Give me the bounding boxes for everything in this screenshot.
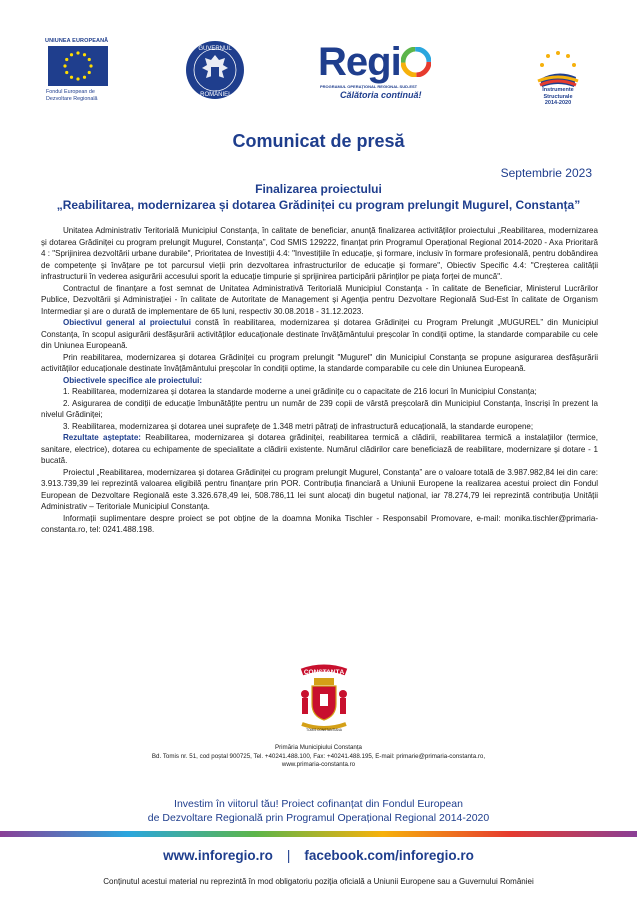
eu-star-icon (65, 71, 68, 74)
footer-org: Primăria Municipiului Constanța (274, 744, 362, 751)
eu-star-icon (63, 64, 66, 67)
objectives-heading: Obiectivele specifice ale proiectului: (63, 375, 203, 385)
eu-star-icon (76, 77, 79, 80)
paragraph-purpose: Prin reabilitarea, modernizarea și dotarea Grădiniței cu program prelungit "Mugurel" din Municipiul Constanța se propune asigurarea desfășurării activităților educaționale destinate învățământului preșcolar în condiții optime, la standarde comparabile cu cele din Uniunea Europeană. (41, 352, 598, 373)
inforegio-link[interactable]: www.inforegio.ro (163, 848, 273, 863)
paragraph-general-objective: Obiectivul general al proiectului constă în reabilitarea, modernizarea și dotarea Grădiniței cu Program Prelungit „MUGUREL” din Municipiul Constanța, în scopul asigurării desfășurării activităților educaționale destinate învățământului preșcolar în condiții optime, la standarde comparabile cu cele din Uniunea Europeană. (41, 318, 598, 350)
document-date: Septembrie 2023 (500, 166, 592, 180)
eu-star-icon (83, 76, 86, 79)
paragraph-results: Rezultate așteptate: Reabilitarea, modernizarea și dotarea grădiniței, reabilitarea termică a clădirii, reabilitarea termică a instalațiilor (termice, sanitare, electrice), dotarea cu echipamente de specialitate a clădirii existente. Numărul clădirilor care beneficiază de reabilitare, modernizare și dotare - 1 bucată. (41, 433, 598, 465)
eu-star-icon (70, 76, 73, 79)
footer-links (0, 848, 637, 863)
objective-item: 2. Asigurarea de condiții de educație îmbunătățite pentru un număr de 239 copii de vârstă preșcolară din Municipiul Constanța, înscriși în prezent la nivelul Grădiniței; (41, 398, 598, 419)
document-subtitle: Finalizarea proiectului (255, 182, 382, 196)
paragraph-contract: Contractul de finanțare a fost semnat de Unitatea Administrativă Teritorială Municipiul Constanța - în calitate de Beneficiar, Ministerul Lucrărilor Publice, Dezvoltării și Administrației - în calitate de Autoritate de Management și Agenția pentru Dezvoltare Regională Sud-Est în calitate de Organism Intermediar și are o durată de implementare de 65 luni, respectiv 30.08.2018 - 31.12.2023. (41, 283, 598, 316)
paragraph-contact: Informații suplimentare despre proiect se pot obține de la doamna Monika Tischler - Responsabil Promovare, e-mail: monika.tischler@primaria-constanta.ro, tel: 0241.488.198. (41, 513, 598, 534)
footer-contact (0, 744, 637, 770)
header-logos (0, 34, 637, 114)
document-body (41, 225, 598, 536)
project-name: „Reabilitarea, modernizarea și dotarea Grădiniței cu program prelungit Mugurel, Constanța” (56, 198, 581, 212)
facebook-link[interactable]: facebook.com/inforegio.ro (304, 848, 474, 863)
eu-star-icon (83, 53, 86, 56)
eu-star-icon (76, 51, 79, 54)
disclaimer: Conținutul acestui material nu reprezintă în mod obligatoriu poziția oficială a Uniunii Europene sau a Guvernului României (103, 877, 534, 886)
objective-item: 3. Reabilitarea, modernizarea și dotarea unei suprafețe de 1.348 metri pătrați de infrastructură educațională, la standarde europene; (63, 421, 534, 431)
link-separator: | (286, 848, 291, 863)
eu-caption: Fondul European de Dezvoltare Regională (46, 89, 98, 102)
svg-text:TOMIS CONSTANTIANA: TOMIS CONSTANTIANA (306, 728, 342, 732)
svg-text:CONSTANȚA: CONSTANȚA (303, 669, 345, 676)
eu-star-icon (70, 53, 73, 56)
paragraph-value: Proiectul „Reabilitarea, modernizarea și dotarea Grădiniței cu program prelungit Mugurel, Constanța” are o valoare totală de 3.987.982,84 lei din care: 3.913.739,39 lei reprezintă valoarea eligibilă pentru finanțare prin POR. Contribuția financiară a Uniunii Europene la realizarea acestui proiect din Fondul European de Dezvoltare Regională este 3.326.678,49 lei, 508.786,11 lei sunt alocați din bugetul național, iar 78.274,79 lei reprezintă contribuția Unității Administrativ – Teritoriale Municipiul Constanța. (41, 467, 598, 511)
constanta-crest-icon (296, 664, 352, 734)
footer-website[interactable]: www.primaria-constanta.ro (281, 761, 356, 768)
document-title: Comunicat de presă (232, 131, 405, 151)
eu-star-icon (88, 58, 91, 61)
results-label: Rezultate așteptate: (63, 433, 141, 442)
color-stripe (0, 831, 637, 837)
eu-label: UNIUNEA EUROPEANĂ (45, 38, 109, 44)
paragraph-intro: Unitatea Administrativ Teritorială Municipiul Constanța, în calitate de beneficiar, anunță finalizarea activităților proiectului „Reabilitarea, modernizarea și dotarea Grădiniței cu program prelungit Mugurel, Constanța”, Cod SMIS 129222, finanțat prin Programul Operațional Regional 2014-2020 - Axa Prioritară 4 : "Sprijinirea dezvoltării urbane durabile", Prioritatea de Investiții 4.4: "Investițiile în educație, și formare, inclusiv în formare profesională, pentru dobândirea de competențe și învățare pe tot parcursul vieții prin dezvoltarea infrastructurilor de educație și formare", Obiectiv Specific 4.4: "Creșterea calității infrastructurii în vederea asigurării accesului sporit la educație timpurie și sprijinirea participării părinților pe piața forței de muncă". (41, 226, 598, 281)
regio-subtitle: PROGRAMUL OPERAȚIONAL REGIONAL SUD-EST (320, 84, 418, 89)
invest-banner: Investim în viitorul tău! Proiect cofinanțat din Fondul European de Dezvoltare Regională prin Programul Operațional Regional 2014-2020 (147, 798, 490, 824)
svg-text:GUVERNUL: GUVERNUL (198, 46, 232, 52)
eu-star-icon (65, 58, 68, 61)
svg-text:ROMÂNIEI: ROMÂNIEI (200, 92, 230, 98)
footer-address: Bd. Tomis nr. 51, cod poștal 900725, Tel. +40241.488.100, Fax: +40241.488.195, E-mail: primarie@primaria-constanta.ro, (151, 752, 486, 760)
government-seal-icon (184, 39, 246, 101)
regio-slogan: Călătoria continuă! (340, 90, 422, 100)
eu-star-icon (88, 71, 91, 74)
regio-o-icon (401, 47, 431, 77)
objective-item: 1. Reabilitarea, modernizarea și dotarea la standarde moderne a unei grădinițe cu o capacitate de 216 locuri în Municipiul Constanța; (63, 387, 537, 396)
eu-flag-icon (48, 46, 108, 86)
regio-wordmark: Regi (318, 42, 431, 82)
general-objective-label: Obiectivul general al proiectului (63, 318, 191, 327)
regio-logo (318, 42, 450, 102)
structural-instruments-caption: Instrumente Structurale 2014-2020 (542, 87, 574, 106)
eu-star-icon (89, 64, 92, 67)
